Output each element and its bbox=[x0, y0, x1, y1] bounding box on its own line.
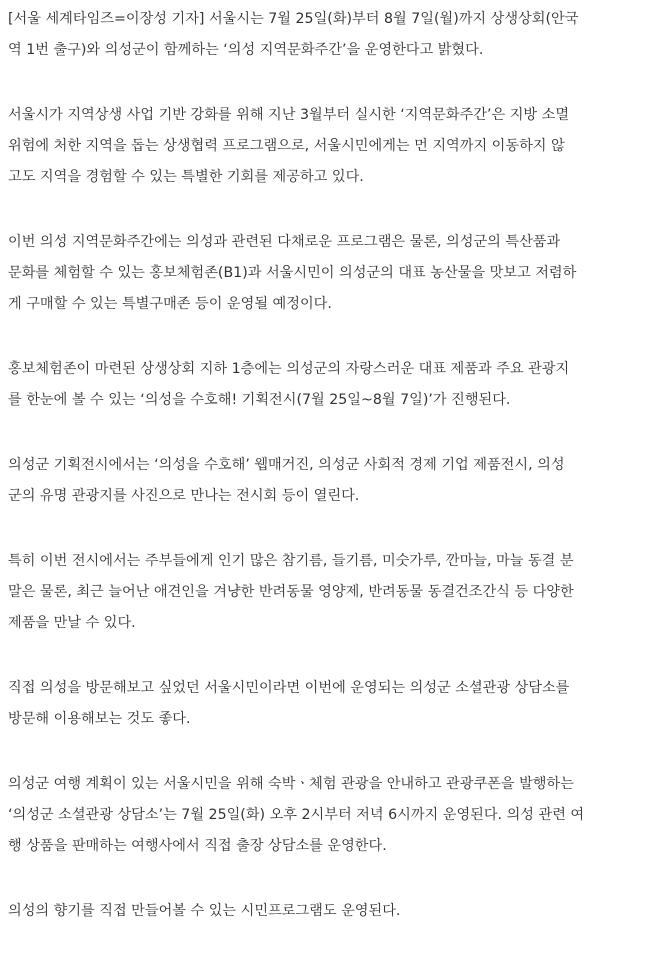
text-line: 서울시가 지역상생 사업 기반 강화를 위해 지난 3월부터 실시한 ‘지역문화주간’은 지방 소멸 bbox=[8, 107, 570, 123]
text-line: 게 구매할 수 있는 특별구매존 등이 운영될 예정이다. bbox=[8, 296, 332, 312]
text-line: 제품을 만날 수 있다. bbox=[8, 615, 136, 631]
paragraph-program-background bbox=[8, 100, 660, 193]
text-line: 문화를 체험할 수 있는 홍보체험존(B1)과 서울시민이 의성군의 대표 농산물을 맛보고 저렴하 bbox=[8, 265, 577, 281]
text-line: 행 상품을 판매하는 여행사에서 직접 출장 상담소를 운영한다. bbox=[8, 838, 387, 854]
text-line: 직접 의성을 방문해보고 싶었던 서울시민이라면 이번에 운영되는 의성군 소셜관광 상담소를 bbox=[8, 680, 570, 696]
text-line: 역 1번 출구)와 의성군이 함께하는 ‘의성 지역문화주간’을 운영한다고 밝혔다. bbox=[8, 42, 484, 58]
text-line: 방문해 이용해보는 것도 좋다. bbox=[8, 711, 191, 727]
text-line: 군의 유명 관광지를 사진으로 만나는 전시회 등이 열린다. bbox=[8, 488, 360, 504]
text-line: 의성의 향기를 직접 만들어볼 수 있는 시민프로그램도 운영된다. bbox=[8, 903, 401, 919]
paragraph-exhibition-zone bbox=[8, 354, 660, 416]
article-body bbox=[8, 4, 660, 961]
text-line: 이번 의성 지역문화주간에는 의성과 관련된 다채로운 프로그램은 물론, 의성군의 특산품과 bbox=[8, 234, 561, 250]
text-line: 말은 물론, 최근 늘어난 애견인을 겨냥한 반려동물 영양제, 반려동물 동결건조간식 등 다양한 bbox=[8, 584, 574, 600]
text-line: 의성군 기획전시에서는 ‘의성을 수호해’ 웹매거진, 의성군 사회적 경제 기업 제품전시, 의성 bbox=[8, 457, 565, 473]
text-line: [서울 세계타임즈=이장성 기자] 서울시는 7월 25일(화)부터 8월 7일(월)까지 상생상회(안국 bbox=[8, 11, 579, 27]
text-line: 위험에 처한 지역을 돕는 상생협력 프로그램으로, 서울시민에게는 먼 지역까지 이동하지 않 bbox=[8, 138, 565, 154]
text-line: ‘의성군 소셜관광 상담소’는 7월 25일(화) 오후 2시부터 저녁 6시까지 운영된다. 의성 관련 여 bbox=[8, 807, 585, 823]
text-line: 특히 이번 전시에서는 주부들에게 인기 많은 참기름, 들기름, 미숫가루, 깐마늘, 마늘 동결 분 bbox=[8, 553, 574, 569]
paragraph-event-overview bbox=[8, 227, 660, 320]
text-line: 의성군 여행 계획이 있는 서울시민을 위해 숙박ㆍ체험 관광을 안내하고 관광쿠폰을 발행하는 bbox=[8, 776, 574, 792]
paragraph-citizen-program bbox=[8, 896, 660, 927]
paragraph-tourism-desk bbox=[8, 673, 660, 735]
paragraph-tourism-desk-details bbox=[8, 769, 660, 862]
text-line: 를 한눈에 볼 수 있는 ‘의성을 수호해! 기획전시(7월 25일~8월 7일)’가 진행된다. bbox=[8, 392, 511, 408]
paragraph-exhibition-contents bbox=[8, 450, 660, 512]
text-line: 홍보체험존이 마련된 상생상회 지하 1층에는 의성군의 자랑스러운 대표 제품과 주요 관광지 bbox=[8, 361, 570, 377]
paragraph-products bbox=[8, 546, 660, 639]
paragraph-intro bbox=[8, 4, 660, 66]
text-line: 고도 지역을 경험할 수 있는 특별한 기회를 제공하고 있다. bbox=[8, 169, 364, 185]
